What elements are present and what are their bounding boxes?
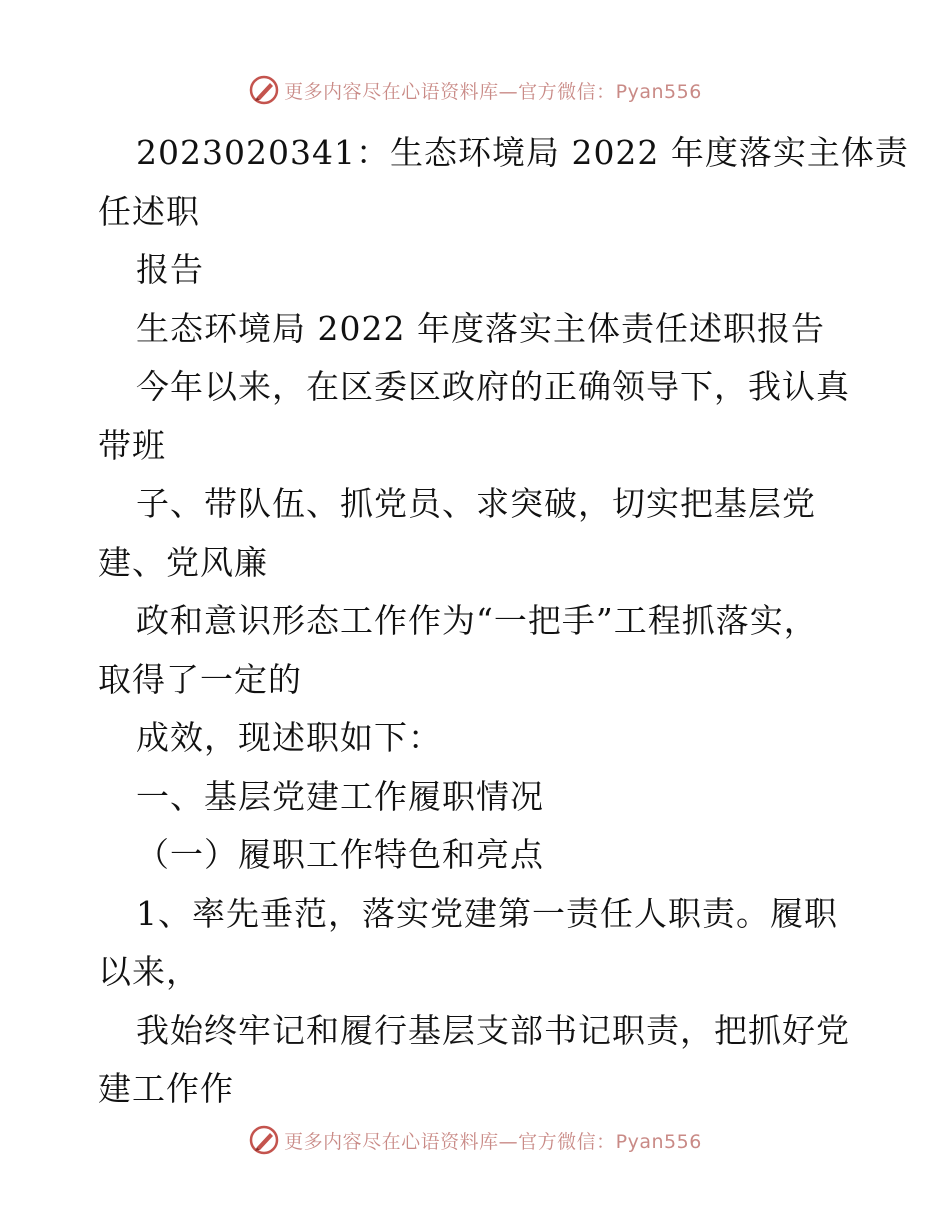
watermark-text: 更多内容尽在心语资料库—官方微信：Pyan556 xyxy=(284,80,702,103)
doc-line: 我始终牢记和履行基层支部书记职责，把抓好党 xyxy=(136,1010,850,1050)
pen-seal-icon xyxy=(248,74,280,106)
doc-title-line: 生态环境局 2022 年度落实主体责任述职报告 xyxy=(136,308,825,348)
doc-line: 任述职 xyxy=(98,191,200,231)
doc-line: 成效，现述职如下： xyxy=(136,718,442,757)
pen-seal-icon xyxy=(248,1124,280,1156)
doc-line: 今年以来，在区委区政府的正确领导下，我认真 xyxy=(136,367,850,406)
doc-line: 取得了一定的 xyxy=(98,659,302,699)
doc-line: 政和意识形态工作作为“一把手”工程抓落实， xyxy=(136,601,818,640)
doc-line: 建工作作 xyxy=(98,1069,234,1108)
section-heading: 一、基层党建工作履职情况 xyxy=(136,776,544,816)
footer-watermark xyxy=(0,1120,950,1160)
header-watermark xyxy=(0,70,950,110)
doc-line: 2023020341：生态环境局 2022 年度落实主体责 xyxy=(136,133,909,172)
document-body xyxy=(98,124,909,1119)
doc-line: 建、党风廉 xyxy=(98,542,268,582)
doc-line: 1、率先垂范，落实党建第一责任人职责。履职 xyxy=(136,893,838,933)
doc-line: 以来， xyxy=(98,952,200,991)
doc-line: 带班 xyxy=(98,425,166,465)
subsection-heading: （一）履职工作特色和亮点 xyxy=(136,835,544,874)
watermark-text: 更多内容尽在心语资料库—官方微信：Pyan556 xyxy=(284,1130,702,1153)
doc-line: 报告 xyxy=(136,250,204,289)
doc-line: 子、带队伍、抓党员、求突破，切实把基层党 xyxy=(136,484,816,523)
